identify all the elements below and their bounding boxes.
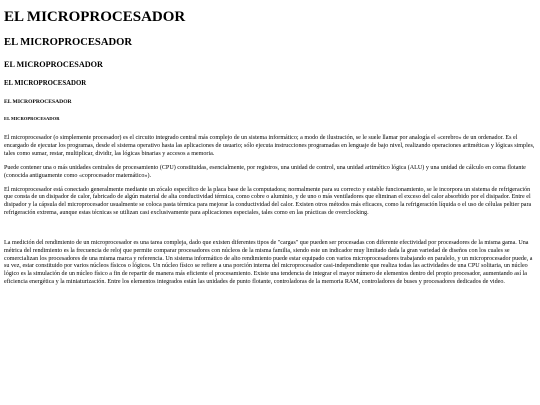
paragraph-definition: El microprocesador (o simplemente procesador) es el circuito integrado central más complejo de un sistema informático; a modo de ilustración, se le suele llamar por analogía el «cerebro» de un ordenador. Es el encargado de ejecutar los programas, desde el sistema operativo hasta las aplicaciones de usuario; sólo ejecuta instrucciones programadas en lenguaje de bajo nivel, realizando operaciones aritméticas y lógicas simples, tales como sumar, restar, multiplicar, dividir, las lógicas binarias y accesos a memoria.: [4, 135, 535, 158]
paragraph-performance: La medición del rendimiento de un microprocesador es una tarea compleja, dado que existen diferentes tipos de "cargas" que pueden ser procesadas con diferente efectividad por procesadores de la misma gama. Una métrica del rendimiento es la frecuencia de reloj que permite comparar procesadores con núcleos de la misma familia, siendo este un indicador muy limitado dada la gran variedad de diseños con los cuales se comercializan los procesadores de una misma marca y referencia. Un sistema informático de alto rendimiento puede estar equipado con varios microprocesadores trabajando en paralelo, y un microprocesador puede, a su vez, estar constituido por varios núcleos físicos o lógicos. Un núcleo físico se refiere a una porción interna del microprocesador casi-independiente que realiza todas las actividades de una CPU solitaria, un núcleo lógico es la simulación de un núcleo físico a fin de repartir de manera más eficiente el procesamiento. Existe una tendencia de integrar el mayor número de elementos dentro del propio procesador, aumentando así la eficiencia energética y la miniaturización. Entre los elementos integrados están las unidades de punto flotante, controladoras de la memoria RAM, controladores de buses y procesadores dedicados de video.: [4, 239, 533, 286]
paragraph-cooling: El microprocesador está conectado generalmente mediante un zócalo específico de la placa base de la computadora; normalmente para su correcto y estable funcionamiento, se le incorpora un sistema de refrigeración que consta de un disipador de calor, fabricado de algún material de alta conductividad térmica, como cobre o aluminio, y de uno o más ventiladores que eliminan el exceso del calor absorbido por el disipador. Entre el disipador y la cápsula del microprocesador usualmente se coloca pasta térmica para mejorar la conductividad del calor. Existen otros métodos más eficaces, como la refrigeración líquida o el uso de células peltier para refrigeración extrema, aunque estas técnicas se utilizan casi exclusivamente para aplicaciones especiales, tales como en las prácticas de overclocking.: [4, 186, 532, 217]
heading-level-3: EL MICROPROCESADOR: [4, 60, 103, 70]
heading-level-5: EL MICROPROCESADOR: [4, 98, 72, 105]
heading-level-6: EL MICROPROCESADOR: [4, 116, 60, 122]
heading-level-2: EL MICROPROCESADOR: [4, 37, 133, 49]
heading-level-4: EL MICROPROCESADOR: [4, 79, 87, 87]
heading-level-1: EL MICROPROCESADOR: [4, 9, 186, 25]
paragraph-cpu-units: Puede contener una o más unidades centrales de procesamiento (CPU) constituidas, esencialmente, por registros, una unidad de control, una unidad aritmético lógica (ALU) y una unidad de cálculo en coma flotante (conocida antiguamente como «coprocesador matemático»).: [4, 164, 526, 179]
